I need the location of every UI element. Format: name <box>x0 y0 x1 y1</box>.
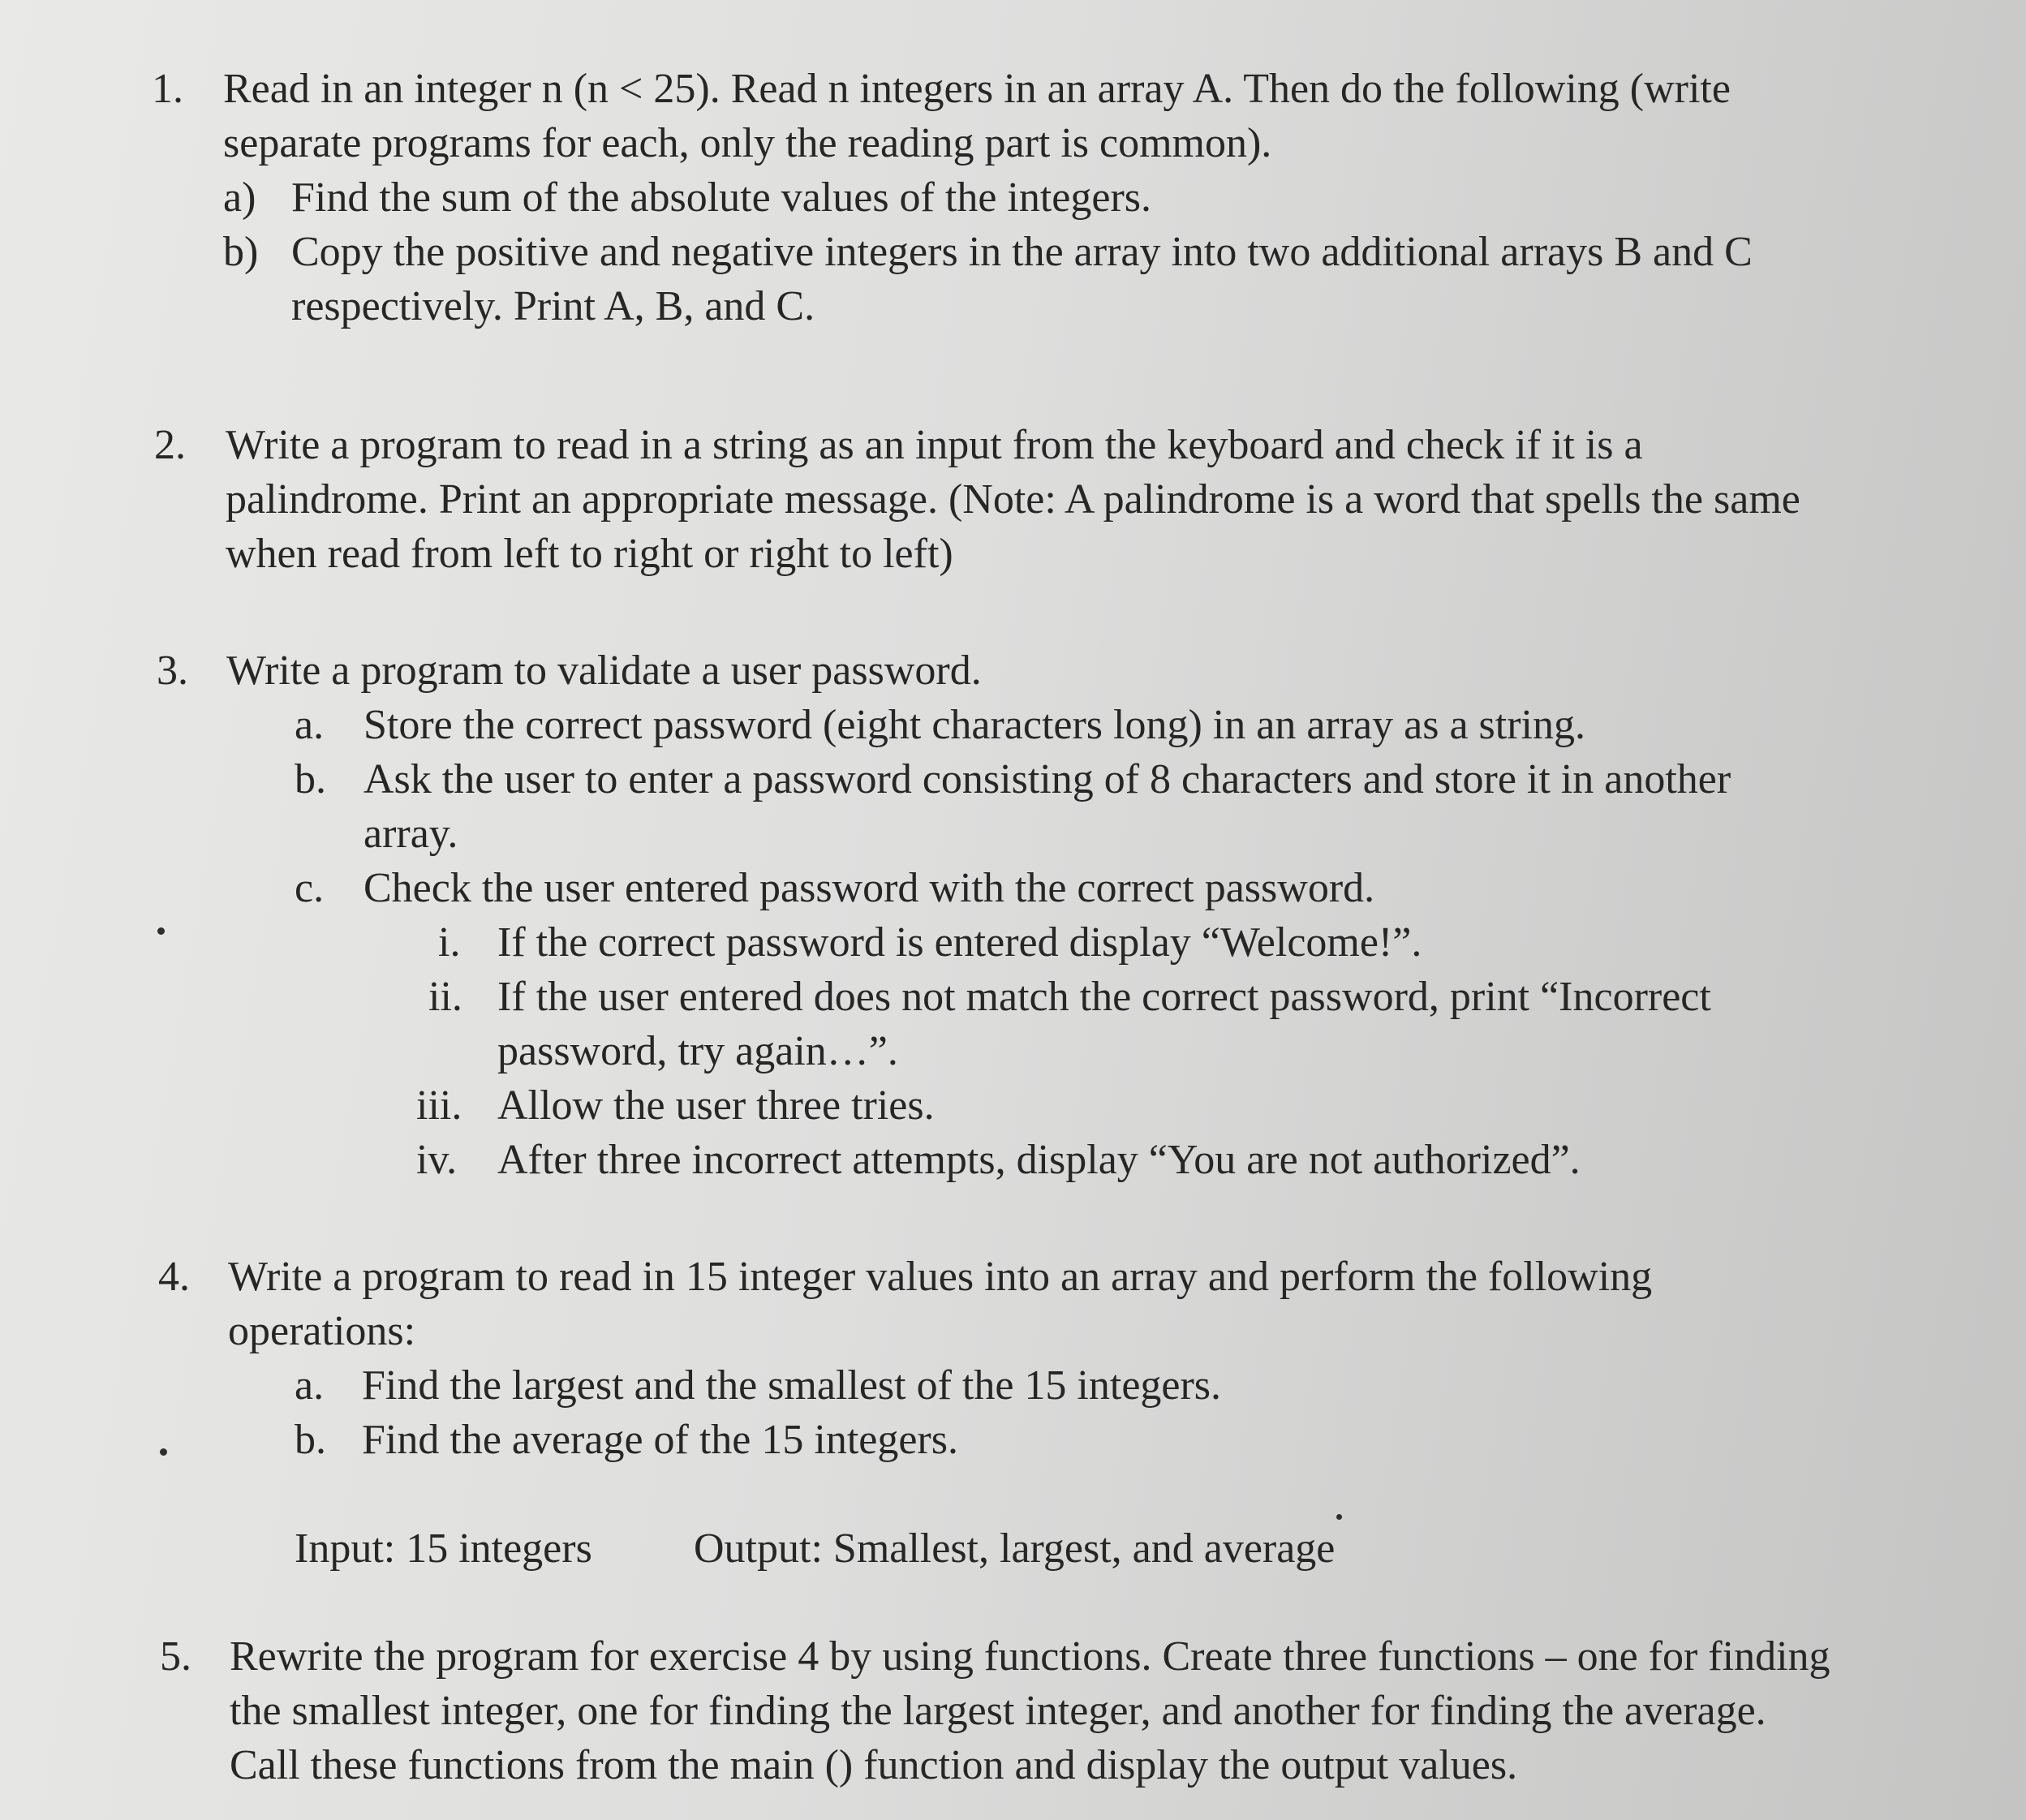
item-text: array. <box>363 811 458 857</box>
item-text: Copy the positive and negative integers in the array into two additional arrays B and C <box>291 229 1753 275</box>
question-text: Rewrite the program for exercise 4 by using functions. Create three functions – one for finding <box>230 1633 1830 1680</box>
question-number: 1. <box>152 66 183 112</box>
item-label: b) <box>223 229 259 275</box>
item-label: c. <box>295 865 325 911</box>
question-text: the smallest integer, one for finding the largest integer, and another for finding the average. <box>230 1688 1766 1734</box>
question-text: palindrome. Print an appropriate message. (Note: A palindrome is a word that spells the same <box>226 476 1800 523</box>
question-text: Write a program to read in a string as an input from the keyboard and check if it is a <box>226 422 1643 468</box>
question-number: 3. <box>157 648 188 694</box>
question-text: separate programs for each, only the reading part is common). <box>223 120 1272 166</box>
item-text: Store the correct password (eight characters long) in an array as a string. <box>363 702 1585 748</box>
item-label: b. <box>295 1417 326 1463</box>
ink-mark <box>1336 1514 1342 1520</box>
question-text: Write a program to read in 15 integer values into an array and perform the following <box>228 1254 1653 1300</box>
item-text: Find the largest and the smallest of the 15 integers. <box>362 1362 1222 1409</box>
ink-mark <box>160 1448 167 1456</box>
question-number: 4. <box>158 1254 190 1300</box>
subitem-label: iii. <box>416 1082 462 1129</box>
subitem-text: Allow the user three tries. <box>497 1082 935 1129</box>
subitem-text: If the correct password is entered display “Welcome!”. <box>497 919 1422 966</box>
question-text: when read from left to right or right to left) <box>226 531 953 577</box>
item-text: Find the sum of the absolute values of the integers. <box>291 174 1152 221</box>
question-text: operations: <box>228 1308 416 1354</box>
subitem-text: If the user entered does not match the correct password, print “Incorrect <box>497 974 1711 1020</box>
item-text: respectively. Print A, B, and C. <box>291 283 815 329</box>
question-text: Write a program to validate a user password. <box>226 648 982 694</box>
item-label: b. <box>295 756 326 802</box>
item-text: Ask the user to enter a password consisting of 8 characters and store it in another <box>363 756 1731 802</box>
question-text: Call these functions from the main () function and display the output values. <box>230 1742 1518 1788</box>
subitem-label: ii. <box>428 974 462 1020</box>
item-label: a) <box>223 174 256 221</box>
ink-mark <box>157 927 165 935</box>
item-text: Find the average of the 15 integers. <box>362 1417 958 1463</box>
item-text: Check the user entered password with the correct password. <box>363 865 1375 911</box>
subitem-label: i. <box>438 919 461 966</box>
subitem-text: password, try again…”. <box>497 1028 898 1074</box>
io-output: Output: Smallest, largest, and average <box>694 1525 1336 1572</box>
question-number: 2. <box>154 422 186 468</box>
subitem-label: iv. <box>416 1137 458 1183</box>
item-label: a. <box>295 702 325 748</box>
question-text: Read in an integer n (n < 25). Read n integers in an array A. Then do the following (write <box>223 66 1731 112</box>
question-number: 5. <box>160 1633 191 1680</box>
io-input: Input: 15 integers <box>295 1525 592 1572</box>
item-label: a. <box>295 1362 325 1409</box>
subitem-text: After three incorrect attempts, display “You are not authorized”. <box>497 1137 1581 1183</box>
